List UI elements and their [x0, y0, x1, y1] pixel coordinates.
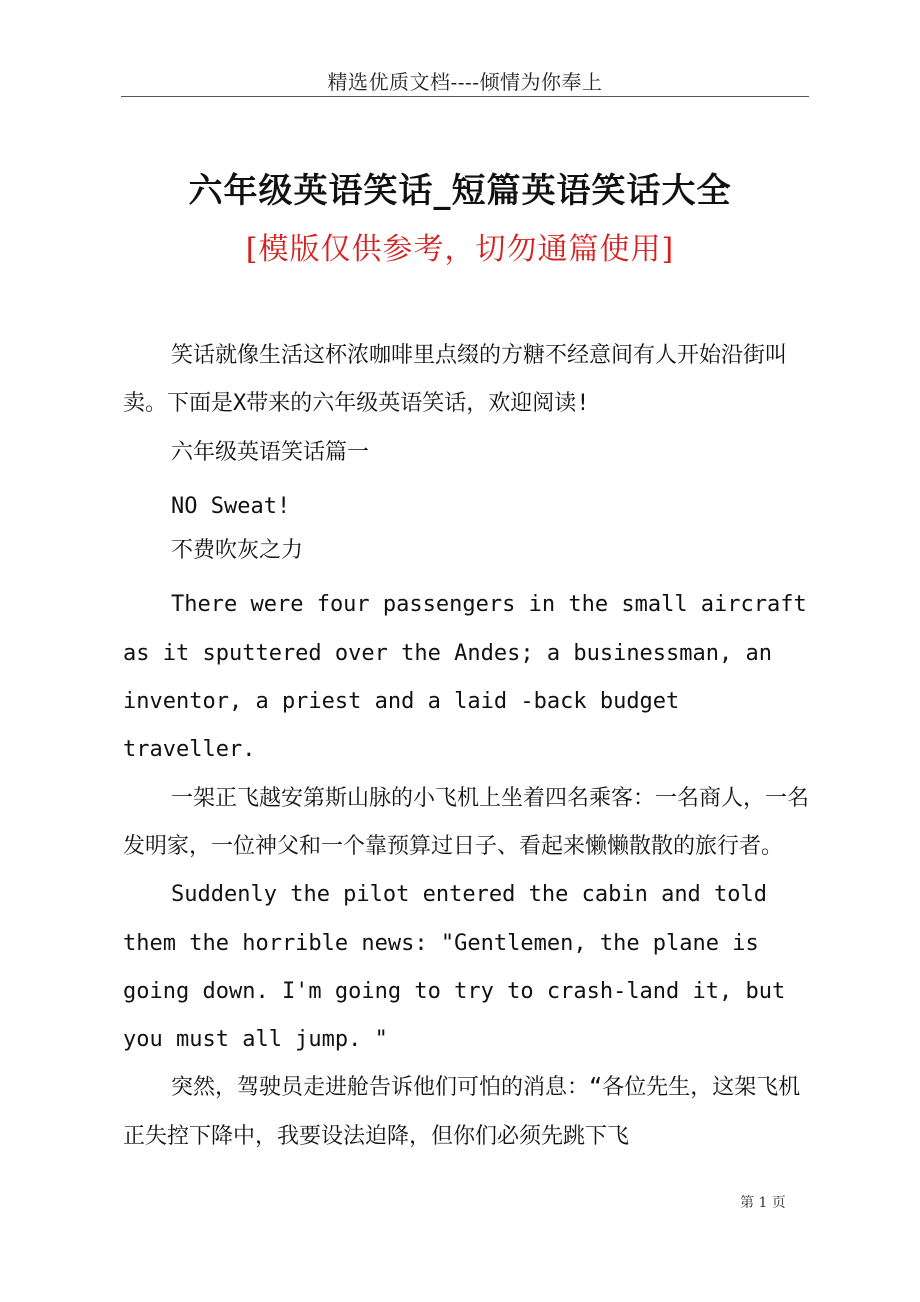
joke-title-english: NO Sweat! — [171, 493, 291, 519]
section-heading: 六年级英语笑话篇一 — [171, 439, 370, 465]
page-number: 第 1 页 — [740, 1195, 786, 1211]
page-header: 精选优质文档----倾情为你奉上 — [327, 70, 603, 94]
document-subtitle: [模版仅供参考，切勿通篇使用] — [245, 232, 675, 267]
document-title: 六年级英语笑话_短篇英语笑话大全 — [188, 171, 732, 211]
paragraph-intro: 笑话就像生活这杯浓咖啡里点缀的方糖不经意间有人开始沿街叫卖。下面是X带来的六年级英语笑话，欢迎阅读! — [123, 343, 788, 417]
paragraph-english-1: There were four passengers in the small aircraft as it sputtered over the Andes; a businessman, an inventor, a priest and a laid -back budget traveller. — [123, 592, 807, 763]
document-body — [123, 332, 813, 1161]
joke-title-chinese: 不费吹灰之力 — [171, 538, 304, 564]
paragraph-chinese-1: 一架正飞越安第斯山脉的小飞机上坐着四名乘客：一名商人，一名发明家，一位神父和一个靠预算过日子、看起来懒懒散散的旅行者。 — [123, 785, 810, 859]
paragraph-english-2: Suddenly the pilot entered the cabin and told them the horrible news: "Gentlemen, the plane is going down. I'm going to try to crash-land it, but you must all jump. " — [123, 882, 786, 1053]
header-divider — [121, 96, 809, 97]
paragraph-chinese-2: 突然，驾驶员走进舱告诉他们可怕的消息：“各位先生，这架飞机正失控下降中，我要设法迫降，但你们必须先跳下飞 — [123, 1075, 801, 1149]
